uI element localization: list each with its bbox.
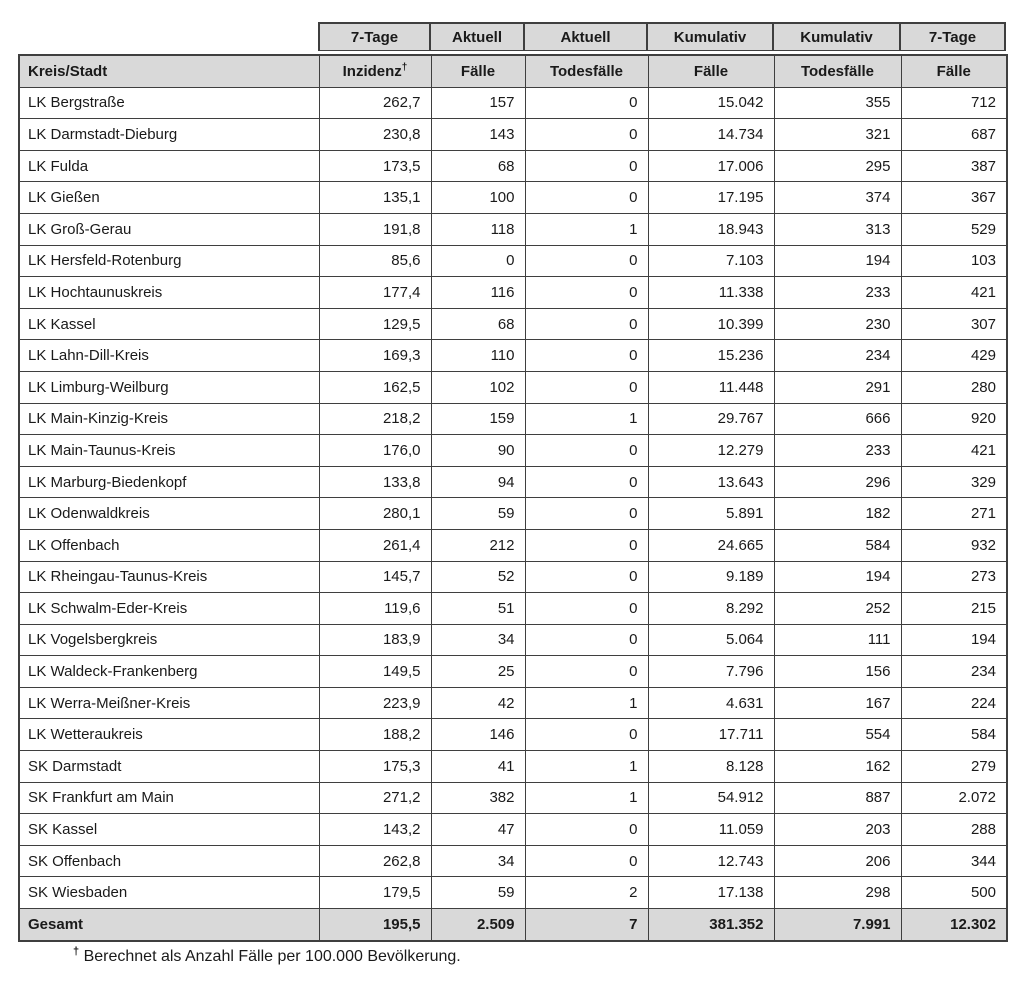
table-row — [19, 277, 1007, 309]
7tage-faelle-cell: 500 — [901, 877, 1007, 909]
7tage-faelle-cell: 367 — [901, 182, 1007, 214]
aktuell-todesfaelle-cell: 0 — [525, 182, 648, 214]
7tage-faelle-cell: 421 — [901, 435, 1007, 467]
aktuell-todesfaelle-cell: 0 — [525, 466, 648, 498]
7tage-faelle-cell: 288 — [901, 814, 1007, 846]
7tage-faelle-cell: 279 — [901, 751, 1007, 783]
total-kumulativ-todesfaelle: 7.991 — [774, 909, 901, 941]
aktuell-faelle-cell: 94 — [431, 466, 525, 498]
kumulativ-faelle-cell: 17.711 — [648, 719, 774, 751]
7tage-faelle-cell: 234 — [901, 656, 1007, 688]
aktuell-todesfaelle-cell: 0 — [525, 656, 648, 688]
table-row — [19, 498, 1007, 530]
inzidenz-cell: 179,5 — [319, 877, 431, 909]
group-header-kumulativ-faelle: Kumulativ — [647, 22, 773, 51]
aktuell-faelle-cell: 0 — [431, 245, 525, 277]
table-row — [19, 845, 1007, 877]
aktuell-faelle-cell: 90 — [431, 435, 525, 467]
inzidenz-cell: 133,8 — [319, 466, 431, 498]
header-aktuell-faelle: Fälle — [431, 55, 525, 87]
header-kumulativ-faelle: Fälle — [648, 55, 774, 87]
aktuell-faelle-cell: 212 — [431, 529, 525, 561]
dagger-icon: † — [73, 945, 80, 958]
aktuell-faelle-cell: 34 — [431, 845, 525, 877]
7tage-faelle-cell: 273 — [901, 561, 1007, 593]
aktuell-faelle-cell: 116 — [431, 277, 525, 309]
kumulativ-faelle-cell: 15.042 — [648, 87, 774, 119]
district-name-cell: LK Vogelsbergkreis — [19, 624, 319, 656]
inzidenz-cell: 129,5 — [319, 308, 431, 340]
aktuell-todesfaelle-cell: 0 — [525, 435, 648, 467]
kumulativ-faelle-cell: 4.631 — [648, 687, 774, 719]
group-header-7-tage-incidence: 7-Tage — [318, 22, 430, 51]
kumulativ-todesfaelle-cell: 584 — [774, 529, 901, 561]
kumulativ-faelle-cell: 11.338 — [648, 277, 774, 309]
kumulativ-todesfaelle-cell: 206 — [774, 845, 901, 877]
district-name-cell: LK Rheingau-Taunus-Kreis — [19, 561, 319, 593]
inzidenz-cell: 175,3 — [319, 751, 431, 783]
inzidenz-cell: 223,9 — [319, 687, 431, 719]
kumulativ-todesfaelle-cell: 554 — [774, 719, 901, 751]
kumulativ-todesfaelle-cell: 313 — [774, 213, 901, 245]
kumulativ-todesfaelle-cell: 194 — [774, 561, 901, 593]
table-row — [19, 782, 1007, 814]
table-row — [19, 150, 1007, 182]
table-row — [19, 119, 1007, 151]
aktuell-todesfaelle-cell: 0 — [525, 119, 648, 151]
kumulativ-faelle-cell: 5.064 — [648, 624, 774, 656]
aktuell-todesfaelle-cell: 0 — [525, 561, 648, 593]
kumulativ-todesfaelle-cell: 234 — [774, 340, 901, 372]
inzidenz-cell: 143,2 — [319, 814, 431, 846]
header-kreis-stadt: Kreis/Stadt — [19, 55, 319, 87]
kumulativ-faelle-cell: 10.399 — [648, 308, 774, 340]
aktuell-todesfaelle-cell: 0 — [525, 719, 648, 751]
inzidenz-cell: 135,1 — [319, 182, 431, 214]
table-row — [19, 308, 1007, 340]
inzidenz-cell: 230,8 — [319, 119, 431, 151]
table-row — [19, 340, 1007, 372]
total-inzidenz: 195,5 — [319, 909, 431, 941]
district-name-cell: SK Wiesbaden — [19, 877, 319, 909]
table-row — [19, 719, 1007, 751]
inzidenz-cell: 188,2 — [319, 719, 431, 751]
aktuell-todesfaelle-cell: 0 — [525, 498, 648, 530]
inzidenz-cell: 162,5 — [319, 371, 431, 403]
district-name-cell: LK Groß-Gerau — [19, 213, 319, 245]
district-name-cell: LK Gießen — [19, 182, 319, 214]
7tage-faelle-cell: 224 — [901, 687, 1007, 719]
aktuell-faelle-cell: 42 — [431, 687, 525, 719]
7tage-faelle-cell: 271 — [901, 498, 1007, 530]
group-header-aktuell-todesfaelle: Aktuell — [524, 22, 647, 51]
inzidenz-cell: 261,4 — [319, 529, 431, 561]
7tage-faelle-cell: 584 — [901, 719, 1007, 751]
aktuell-faelle-cell: 47 — [431, 814, 525, 846]
header-inzidenz — [319, 55, 431, 87]
aktuell-faelle-cell: 110 — [431, 340, 525, 372]
inzidenz-cell: 85,6 — [319, 245, 431, 277]
7tage-faelle-cell: 329 — [901, 466, 1007, 498]
aktuell-todesfaelle-cell: 0 — [525, 340, 648, 372]
7tage-faelle-cell: 387 — [901, 150, 1007, 182]
7tage-faelle-cell: 280 — [901, 371, 1007, 403]
sub-header-row — [19, 55, 1007, 87]
district-name-cell: LK Limburg-Weilburg — [19, 371, 319, 403]
kumulativ-faelle-cell: 9.189 — [648, 561, 774, 593]
aktuell-faelle-cell: 159 — [431, 403, 525, 435]
aktuell-faelle-cell: 34 — [431, 624, 525, 656]
district-name-cell: LK Bergstraße — [19, 87, 319, 119]
kumulativ-todesfaelle-cell: 167 — [774, 687, 901, 719]
table-row — [19, 245, 1007, 277]
district-name-cell: LK Darmstadt-Dieburg — [19, 119, 319, 151]
7tage-faelle-cell: 215 — [901, 593, 1007, 625]
corner-spacer — [18, 22, 318, 51]
7tage-faelle-cell: 932 — [901, 529, 1007, 561]
group-header-7-tage-faelle: 7-Tage — [900, 22, 1006, 51]
7tage-faelle-cell: 529 — [901, 213, 1007, 245]
inzidenz-cell: 271,2 — [319, 782, 431, 814]
table-row — [19, 435, 1007, 467]
inzidenz-cell: 262,8 — [319, 845, 431, 877]
aktuell-todesfaelle-cell: 0 — [525, 87, 648, 119]
total-row — [19, 909, 1007, 941]
kumulativ-faelle-cell: 7.796 — [648, 656, 774, 688]
aktuell-todesfaelle-cell: 2 — [525, 877, 648, 909]
header-aktuell-todesfaelle: Todesfälle — [525, 55, 648, 87]
district-name-cell: LK Main-Taunus-Kreis — [19, 435, 319, 467]
inzidenz-cell: 173,5 — [319, 150, 431, 182]
kumulativ-faelle-cell: 13.643 — [648, 466, 774, 498]
kumulativ-todesfaelle-cell: 321 — [774, 119, 901, 151]
7tage-faelle-cell: 712 — [901, 87, 1007, 119]
7tage-faelle-cell: 194 — [901, 624, 1007, 656]
aktuell-faelle-cell: 52 — [431, 561, 525, 593]
table-row — [19, 182, 1007, 214]
kumulativ-faelle-cell: 24.665 — [648, 529, 774, 561]
inzidenz-cell: 145,7 — [319, 561, 431, 593]
inzidenz-cell: 149,5 — [319, 656, 431, 688]
aktuell-todesfaelle-cell: 1 — [525, 403, 648, 435]
aktuell-faelle-cell: 102 — [431, 371, 525, 403]
kumulativ-todesfaelle-cell: 252 — [774, 593, 901, 625]
dagger-icon: † — [401, 61, 408, 73]
7tage-faelle-cell: 421 — [901, 277, 1007, 309]
table-row — [19, 466, 1007, 498]
kumulativ-faelle-cell: 17.006 — [648, 150, 774, 182]
kumulativ-faelle-cell: 18.943 — [648, 213, 774, 245]
district-name-cell: LK Kassel — [19, 308, 319, 340]
table-row — [19, 561, 1007, 593]
district-name-cell: SK Frankfurt am Main — [19, 782, 319, 814]
7tage-faelle-cell: 344 — [901, 845, 1007, 877]
kumulativ-todesfaelle-cell: 291 — [774, 371, 901, 403]
7tage-faelle-cell: 307 — [901, 308, 1007, 340]
7tage-faelle-cell: 103 — [901, 245, 1007, 277]
kumulativ-faelle-cell: 8.292 — [648, 593, 774, 625]
aktuell-faelle-cell: 157 — [431, 87, 525, 119]
table-row — [19, 877, 1007, 909]
district-name-cell: LK Waldeck-Frankenberg — [19, 656, 319, 688]
inzidenz-cell: 280,1 — [319, 498, 431, 530]
table-row — [19, 624, 1007, 656]
inzidenz-cell: 176,0 — [319, 435, 431, 467]
kumulativ-todesfaelle-cell: 111 — [774, 624, 901, 656]
aktuell-todesfaelle-cell: 0 — [525, 624, 648, 656]
table-row — [19, 213, 1007, 245]
table-row — [19, 87, 1007, 119]
kumulativ-todesfaelle-cell: 182 — [774, 498, 901, 530]
7tage-faelle-cell: 687 — [901, 119, 1007, 151]
district-name-cell: LK Werra-Meißner-Kreis — [19, 687, 319, 719]
kumulativ-todesfaelle-cell: 887 — [774, 782, 901, 814]
kumulativ-todesfaelle-cell: 298 — [774, 877, 901, 909]
table-row — [19, 814, 1007, 846]
aktuell-faelle-cell: 51 — [431, 593, 525, 625]
district-name-cell: LK Odenwaldkreis — [19, 498, 319, 530]
kumulativ-todesfaelle-cell: 203 — [774, 814, 901, 846]
total-aktuell-todesfaelle: 7 — [525, 909, 648, 941]
district-name-cell: LK Lahn-Dill-Kreis — [19, 340, 319, 372]
inzidenz-cell: 191,8 — [319, 213, 431, 245]
kumulativ-todesfaelle-cell: 355 — [774, 87, 901, 119]
district-name-cell: SK Kassel — [19, 814, 319, 846]
kumulativ-faelle-cell: 12.279 — [648, 435, 774, 467]
aktuell-faelle-cell: 41 — [431, 751, 525, 783]
aktuell-faelle-cell: 59 — [431, 498, 525, 530]
district-name-cell: LK Wetteraukreis — [19, 719, 319, 751]
inzidenz-cell: 218,2 — [319, 403, 431, 435]
inzidenz-cell: 169,3 — [319, 340, 431, 372]
kumulativ-faelle-cell: 5.891 — [648, 498, 774, 530]
aktuell-faelle-cell: 143 — [431, 119, 525, 151]
kumulativ-faelle-cell: 29.767 — [648, 403, 774, 435]
column-group-header-row — [18, 22, 1006, 51]
aktuell-faelle-cell: 118 — [431, 213, 525, 245]
aktuell-faelle-cell: 382 — [431, 782, 525, 814]
kumulativ-todesfaelle-cell: 233 — [774, 277, 901, 309]
kumulativ-faelle-cell: 8.128 — [648, 751, 774, 783]
aktuell-todesfaelle-cell: 0 — [525, 277, 648, 309]
district-name-cell: LK Schwalm-Eder-Kreis — [19, 593, 319, 625]
inzidenz-cell: 119,6 — [319, 593, 431, 625]
aktuell-todesfaelle-cell: 0 — [525, 845, 648, 877]
aktuell-todesfaelle-cell: 1 — [525, 782, 648, 814]
table-row — [19, 371, 1007, 403]
total-aktuell-faelle: 2.509 — [431, 909, 525, 941]
kumulativ-faelle-cell: 17.195 — [648, 182, 774, 214]
table-row — [19, 687, 1007, 719]
kumulativ-faelle-cell: 11.059 — [648, 814, 774, 846]
7tage-faelle-cell: 2.072 — [901, 782, 1007, 814]
table-row — [19, 656, 1007, 688]
header-7tage-faelle: Fälle — [901, 55, 1007, 87]
aktuell-todesfaelle-cell: 1 — [525, 213, 648, 245]
aktuell-todesfaelle-cell: 1 — [525, 751, 648, 783]
kumulativ-faelle-cell: 15.236 — [648, 340, 774, 372]
group-header-kumulativ-todesfaelle: Kumulativ — [773, 22, 900, 51]
district-name-cell: LK Fulda — [19, 150, 319, 182]
district-name-cell: LK Offenbach — [19, 529, 319, 561]
kumulativ-todesfaelle-cell: 296 — [774, 466, 901, 498]
table-row — [19, 593, 1007, 625]
inzidenz-cell: 262,7 — [319, 87, 431, 119]
aktuell-faelle-cell: 68 — [431, 150, 525, 182]
kumulativ-faelle-cell: 12.743 — [648, 845, 774, 877]
kumulativ-todesfaelle-cell: 194 — [774, 245, 901, 277]
total-label: Gesamt — [19, 909, 319, 941]
district-name-cell: SK Offenbach — [19, 845, 319, 877]
district-name-cell: LK Marburg-Biedenkopf — [19, 466, 319, 498]
aktuell-todesfaelle-cell: 0 — [525, 593, 648, 625]
aktuell-faelle-cell: 25 — [431, 656, 525, 688]
district-name-cell: LK Hochtaunuskreis — [19, 277, 319, 309]
total-7tage-faelle: 12.302 — [901, 909, 1007, 941]
aktuell-todesfaelle-cell: 1 — [525, 687, 648, 719]
footnote-text: Berechnet als Anzahl Fälle per 100.000 Bevölkerung. — [83, 947, 461, 965]
district-name-cell: SK Darmstadt — [19, 751, 319, 783]
inzidenz-cell: 183,9 — [319, 624, 431, 656]
aktuell-todesfaelle-cell: 0 — [525, 529, 648, 561]
table-row — [19, 529, 1007, 561]
aktuell-faelle-cell: 68 — [431, 308, 525, 340]
kumulativ-faelle-cell: 11.448 — [648, 371, 774, 403]
aktuell-todesfaelle-cell: 0 — [525, 308, 648, 340]
aktuell-faelle-cell: 146 — [431, 719, 525, 751]
kumulativ-todesfaelle-cell: 374 — [774, 182, 901, 214]
aktuell-todesfaelle-cell: 0 — [525, 371, 648, 403]
aktuell-todesfaelle-cell: 0 — [525, 245, 648, 277]
inzidenz-cell: 177,4 — [319, 277, 431, 309]
total-kumulativ-faelle: 381.352 — [648, 909, 774, 941]
covid-statistics-table — [18, 54, 1008, 942]
group-header-aktuell-faelle: Aktuell — [430, 22, 524, 51]
district-name-cell: LK Hersfeld-Rotenburg — [19, 245, 319, 277]
kumulativ-faelle-cell: 54.912 — [648, 782, 774, 814]
header-inzidenz-label: Inzidenz — [342, 62, 402, 80]
7tage-faelle-cell: 429 — [901, 340, 1007, 372]
kumulativ-todesfaelle-cell: 162 — [774, 751, 901, 783]
district-name-cell: LK Main-Kinzig-Kreis — [19, 403, 319, 435]
kumulativ-todesfaelle-cell: 230 — [774, 308, 901, 340]
aktuell-faelle-cell: 59 — [431, 877, 525, 909]
table-row — [19, 403, 1007, 435]
kumulativ-todesfaelle-cell: 156 — [774, 656, 901, 688]
kumulativ-faelle-cell: 7.103 — [648, 245, 774, 277]
table-body — [19, 87, 1007, 908]
kumulativ-todesfaelle-cell: 233 — [774, 435, 901, 467]
header-kumulativ-todesfaelle: Todesfälle — [774, 55, 901, 87]
aktuell-todesfaelle-cell: 0 — [525, 814, 648, 846]
kumulativ-todesfaelle-cell: 666 — [774, 403, 901, 435]
kumulativ-todesfaelle-cell: 295 — [774, 150, 901, 182]
footnote — [73, 945, 1024, 966]
aktuell-faelle-cell: 100 — [431, 182, 525, 214]
aktuell-todesfaelle-cell: 0 — [525, 150, 648, 182]
kumulativ-faelle-cell: 17.138 — [648, 877, 774, 909]
7tage-faelle-cell: 920 — [901, 403, 1007, 435]
kumulativ-faelle-cell: 14.734 — [648, 119, 774, 151]
table-row — [19, 751, 1007, 783]
